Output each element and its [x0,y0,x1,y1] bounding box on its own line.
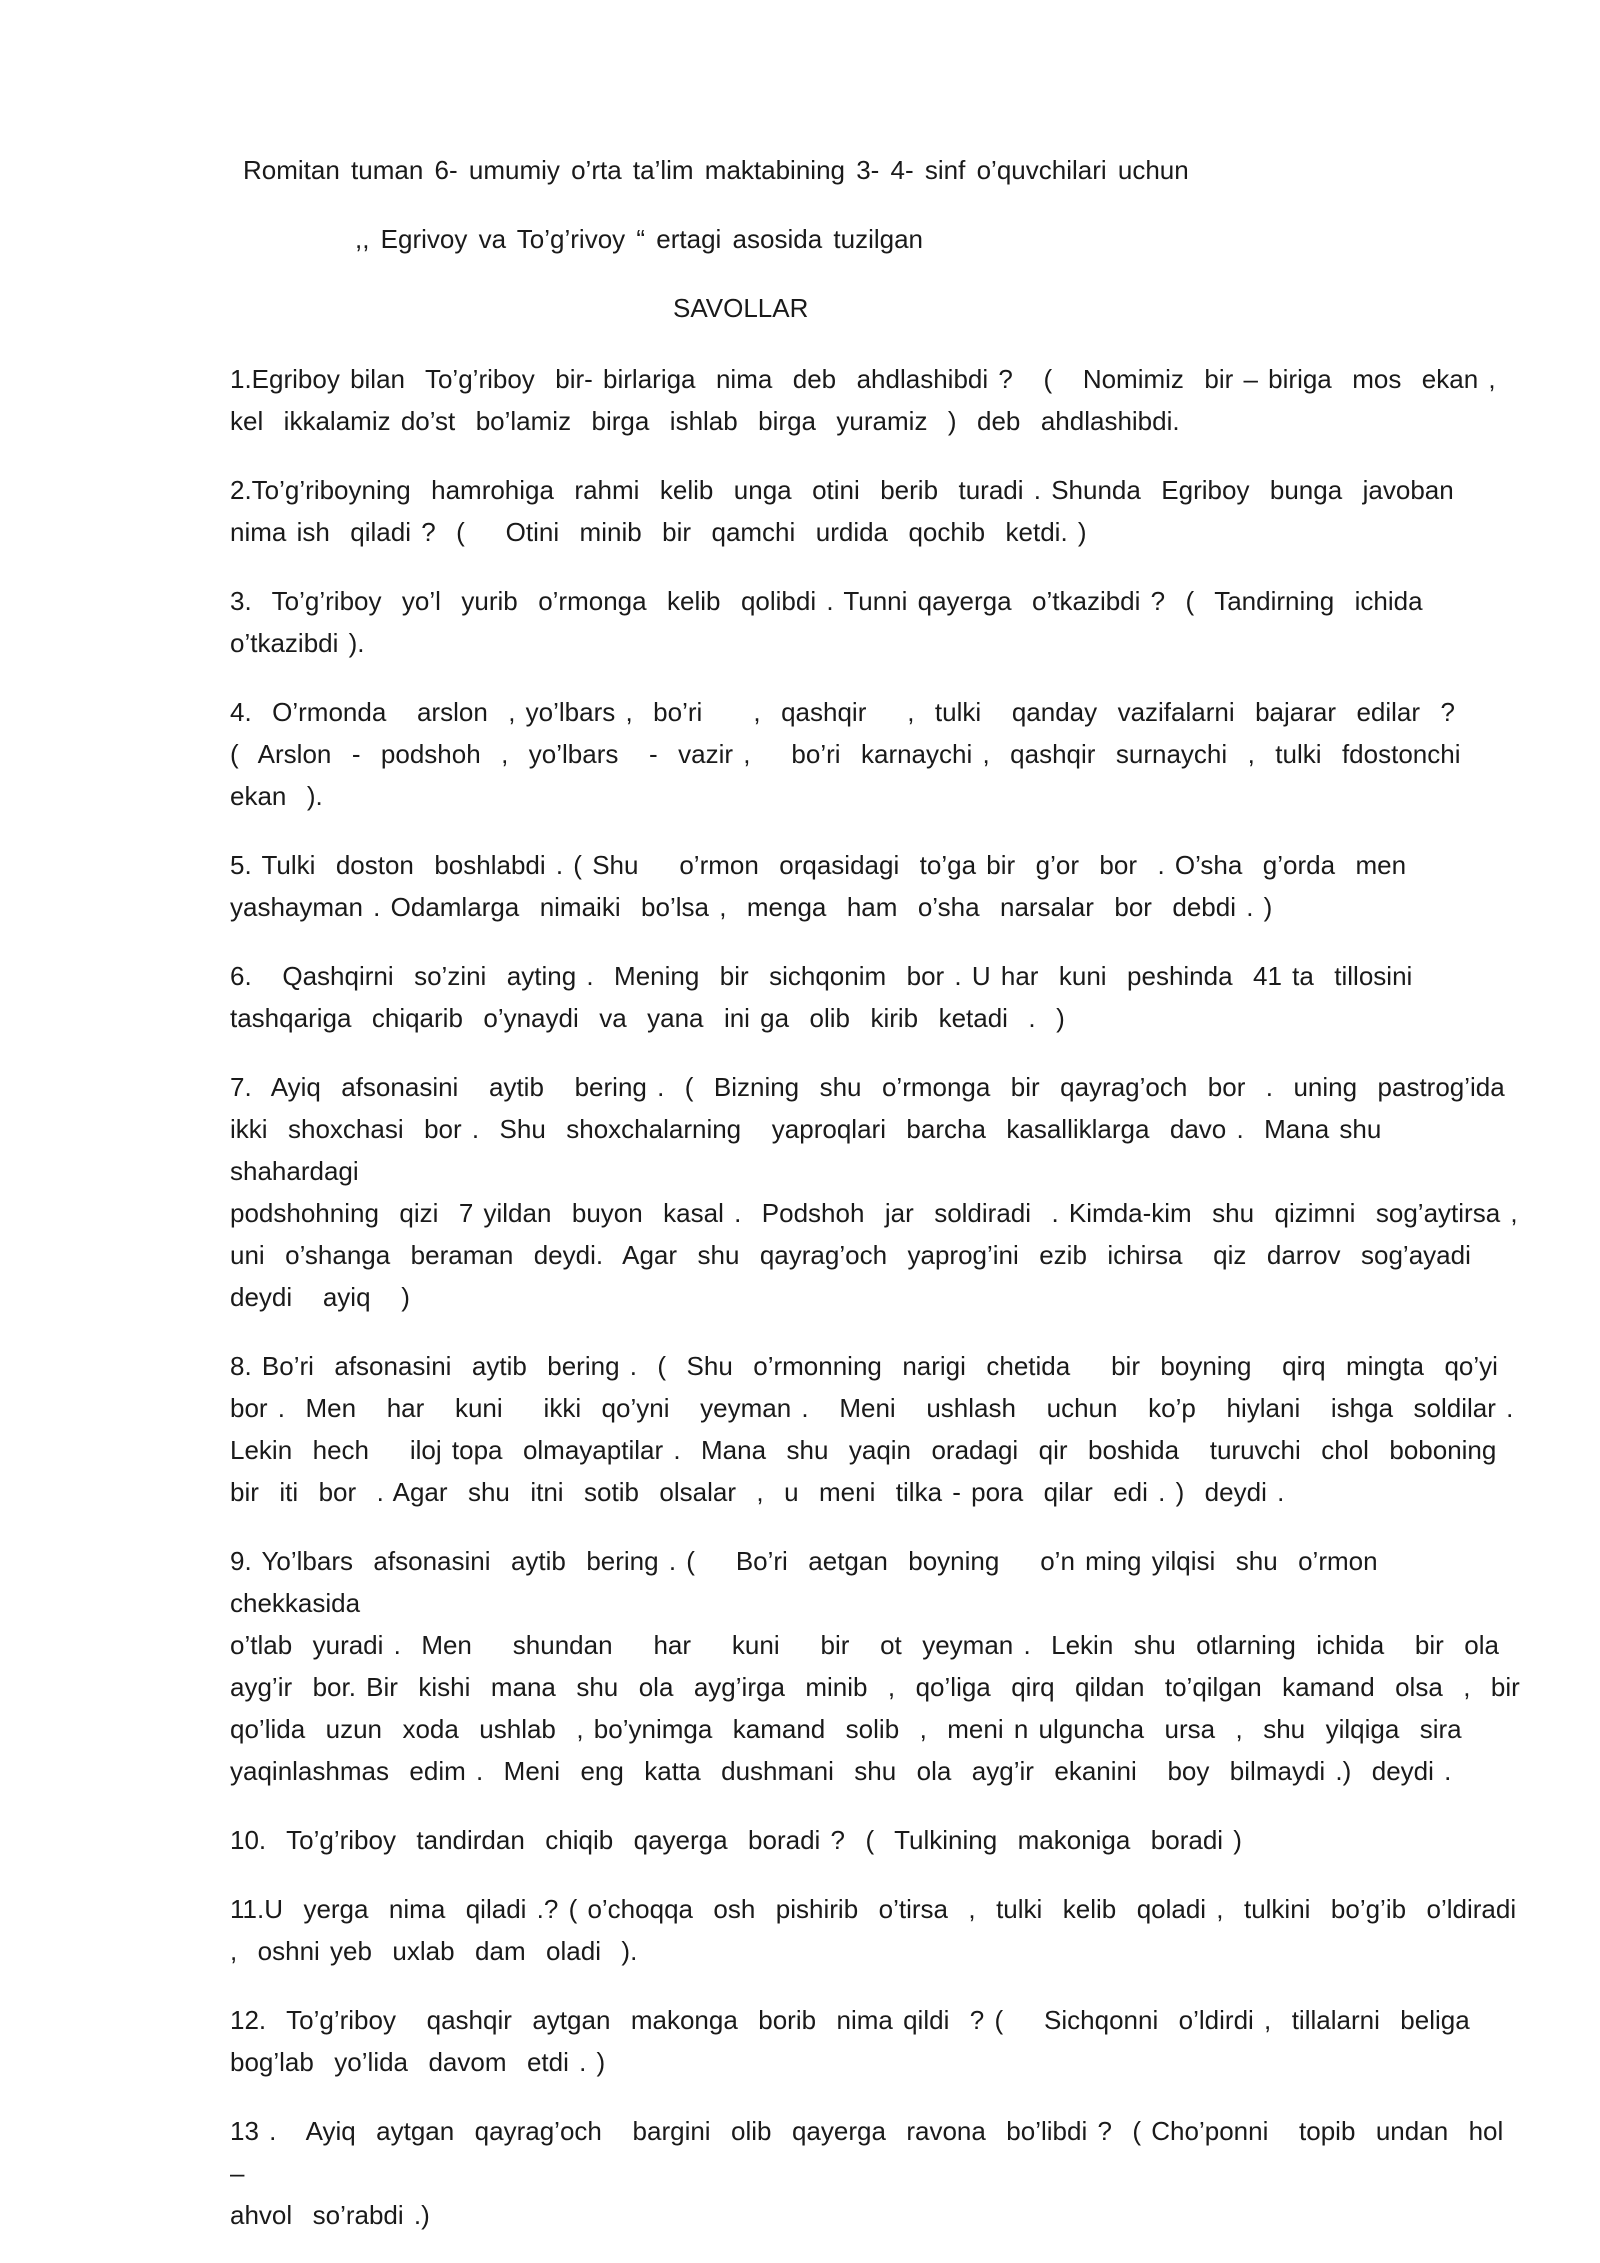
question-9: 9. Yo’lbars afsonasini aytib bering . ( Bo’ri aetgan boyning o’n ming yilqisi shu o’rmon chekkasida o’tlab yuradi . Men shundan har kuni bir ot yeyman . Lekin shu otlarning ichida bir ola ayg’ir bor. Bir kishi mana shu ola ayg’irga minib , qo’liga qirq qildan to’qilgan kamand olsa , bir qo’lida uzun xoda ushlab , bo’ynimga kamand solib , meni n ulguncha ursa , shu yilqiga sira yaqinlashmas edim . Meni eng katta dushmani shu ola ayg’ir ekanini boy bilmaydi .) deydi . [230,1546,1520,1786]
question-3: 3. To’g’riboy yo’l yurib o’rmonga kelib qolibdi . Tunni qayerga o’tkazibdi ? ( Tandirning ichida o’tkazibdi ). [230,586,1423,658]
question-6: 6. Qashqirni so’zini ayting . Mening bir sichqonim bor . U har kuni peshinda 41 ta tillosini tashqariga chiqarib o’ynaydi va yana ini ga olib kirib ketadi . ) [230,961,1413,1033]
question-2: 2.To’g’riboyning hamrohiga rahmi kelib unga otini berib turadi . Shunda Egriboy bunga javoban nima ish qiladi ? ( Otini minib bir qamchi urdida qochib ketdi. ) [230,475,1454,547]
question-1: 1.Egriboy bilan To’g’riboy bir- birlariga nima deb ahdlashibdi ? ( Nomimiz bir – biriga mos ekan , kel ikkalamiz do’st bo’lamiz birga ishlab birga yuramiz ) deb ahdlashibdi. [230,364,1496,436]
document-header-line-2: ,, Egrivoy va To’g’rivoy “ ertagi asosida tuzilgan [355,224,923,254]
question-8: 8. Bo’ri afsonasini aytib bering . ( Shu o’rmonning narigi chetida bir boyning qirq mingta qo’yi bor . Men har kuni ikki qo’yni yeyman . Meni ushlash uchun ko’p hiylani ishga soldilar . Lekin hech iloj topa olmayaptilar . Mana shu yaqin oradagi qir boshida turuvchi chol boboning bir iti bor . Agar shu itni sotib olsalar , u meni tilka - pora qilar edi . ) deydi . [230,1351,1514,1507]
question-4: 4. O’rmonda arslon , yo’lbars , bo’ri , qashqir , tulki qanday vazifalarni bajarar edilar ? ( Arslon - podshoh , yo’lbars - vazir , bo’ri karnaychi , qashqir surnaychi , tulki fdostonchi ekan ). [230,697,1461,811]
document-title: SAVOLLAR [673,293,809,323]
question-13: 13 . Ayiq aytgan qayrag’och bargini olib qayerga ravona bo’libdi ? ( Cho’ponni topib undan hol – ahvol so’rabdi .) [230,2116,1504,2230]
question-7: 7. Ayiq afsonasini aytib bering . ( Bizning shu o’rmonga bir qayrag’och bor . uning pastrog’ida ikki shoxchasi bor . Shu shoxchalarning yaproqlari barcha kasalliklarga davo . Mana shu shahardagi podshohning qizi 7 yildan buyon kasal . Podshoh jar soldiradi . Kimda-kim shu qizimni sog’aytirsa , uni o’shanga beraman deydi. Agar shu qayrag’och yaprog’ini ezib ichirsa qiz darrov sog’ayadi deydi ayiq ) [230,1072,1518,1312]
question-5: 5. Tulki doston boshlabdi . ( Shu o’rmon orqasidagi to’ga bir g’or bor . O’sha g’orda men yashayman . Odamlarga nimaiki bo’lsa , menga ham o’sha narsalar bor debdi . ) [230,850,1407,922]
question-12: 12. To’g’riboy qashqir aytgan makonga borib nima qildi ? ( Sichqonni o’ldirdi , tillalarni beliga bog’lab yo’lida davom etdi . ) [230,2005,1470,2077]
document-header-line-1: Romitan tuman 6- umumiy o’rta ta’lim maktabining 3- 4- sinf o’quvchilari uchun [243,155,1189,185]
question-10: 10. To’g’riboy tandirdan chiqib qayerga boradi ? ( Tulkining makoniga boradi ) [230,1825,1242,1855]
question-11: 11.U yerga nima qiladi .? ( o’choqqa osh pishirib o’tirsa , tulki kelib qoladi , tulkini bo’g’ib o’ldiradi , oshni yeb uxlab dam oladi ). [230,1894,1517,1966]
question-list [230,358,1520,2263]
